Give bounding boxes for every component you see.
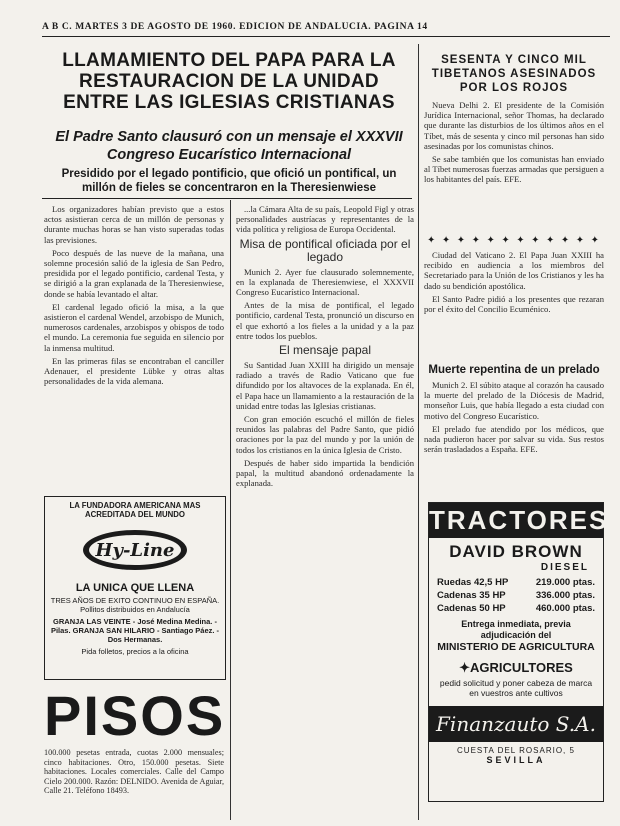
logo-text: Hy-Line [95, 540, 175, 561]
paragraph: El prelado fue atendido por los médicos, que nada pudieron hacer por salvar su vida. Sus restos serán trasladados a España. EFE. [424, 423, 604, 455]
right-headline: SESENTA Y CINCO MIL TIBETANOS ASESINADOS POR LOS ROJOS [431, 54, 597, 94]
paragraph: Munich 2. Ayer fue clausurado solemnemente, en la explanada de Theresienwiese, el XXXVII Congreso Eucarístico Internacional. [236, 266, 414, 298]
pisos-ad-title: PISOS [44, 684, 226, 747]
price-label: Cadenas 50 HP [437, 603, 506, 614]
paragraph: Munich 2. El súbito ataque al corazón ha causado la muerte del prelado de la Diócesis de Madrid, monseñor Luis, que había llegado a esta ciudad con motivo del Congreso Eucarístico. [424, 380, 604, 421]
paragraph: El cardenal legado ofició la misa, a la que asistieron el cardenal Wendel, arzobispo de Munich, numerosos cardenales, arzobispos y obispos de todo el mundo. La ceremonia fue seguida en silencio por la inmensa multitud. [44, 301, 224, 353]
paragraph: Después de haber sido impartida la bendición papal, la multitud abandonó ordenadamente la explanada. [236, 457, 414, 489]
address: CUESTA DEL ROSARIO, 5 [457, 746, 575, 755]
paragraph: Nueva Delhi 2. El presidente de la Comisión Jurídica Internacional, señor Thomas, ha declarado que durante las disturbios de los últimos años en el Tíbet, más de sesenta y cinco mil personas han sido asesinadas por los comunistas chinos. [424, 100, 604, 151]
price-row [437, 576, 595, 589]
price-value: 336.000 ptas. [535, 590, 595, 601]
price-row [437, 589, 595, 602]
article-column-3 [424, 100, 604, 230]
paragraph: Con gran emoción escuchó el millón de fieles reunidos las palabras del Padre Santo, que pidió oraciones por la paz del mundo y por la unión de todos los cristianos en la única Iglesia de Cristo. [236, 414, 414, 455]
tractores-title: TRACTORES [429, 503, 603, 538]
hyline-ad [44, 496, 226, 680]
tractores-ad [428, 502, 609, 802]
ad-body: TRES AÑOS DE EXITO CONTINUO EN ESPAÑA. Pollitos distribuidos en Andalucía [50, 596, 220, 614]
paragraph: Poco después de las nueve de la mañana, una solemne procesión salió de la iglesia de San Pedro, presidida por el legado pontificio, cardenal Testa, y se dirigió a la gran explanada de la Theresienwiese, donde se había levantado el altar. [44, 247, 224, 299]
main-deck: El Padre Santo clausuró con un mensaje el XXXVII Congreso Eucarístico Internacional [55, 129, 403, 163]
agricultores-label: AGRICULTORES [470, 660, 573, 675]
ad-line: LA FUNDADORA AMERICANA MAS ACREDITADA DEL MUNDO [69, 501, 201, 519]
ad-footer: Pida folletos, precios a la oficina [81, 647, 189, 656]
price-row [437, 602, 595, 615]
right-subheading: Muerte repentina de un prelado [428, 364, 600, 376]
article-column-3c [424, 380, 604, 488]
ad-slogan: LA UNICA QUE LLENA [75, 582, 195, 594]
article-column-3b [424, 250, 604, 360]
paragraph: Su Santidad Juan XXIII ha dirigido un mensaje radiado a través de Radio Vaticano que fue difundido por los altavoces de la explanada. En él, el Papa hace un llamamiento a la restauración de la unidad entre todas las Iglesias cristianas. [236, 360, 414, 411]
star-icon: ✦ [459, 660, 471, 675]
ad-dealer: GRANJA LAS VEINTE - José Medina Medina. - Pilas. GRANJA SAN HILARIO - Santiago Páez. - Dos Hermanas. [50, 617, 220, 644]
finanzauto-logo: Finanzauto S.A. [429, 706, 603, 742]
price-list [437, 576, 595, 615]
hyline-logo-icon [80, 527, 190, 573]
article-column-2 [236, 204, 414, 816]
paragraph: 100.000 pesetas entrada, cuotas 2.000 mensuales; cinco habitaciones. Otro, 150.000 pesetas. Siete habitaciones. Locales comerciales. Calle del Campo Cielo 200.000. Razón: DELNIDO. Avenida de Aguiar, Calle 21. Teléfono 18493. [44, 748, 224, 796]
paragraph: Los organizadores habían previsto que a estos actos asistieran cerca de un millón de personas y durante muchas horas se han visto superadas todas las previsiones. [44, 204, 224, 245]
column-divider [230, 200, 231, 820]
star-divider: ✦ ✦ ✦ ✦ ✦ ✦ ✦ ✦ ✦ ✦ ✦ ✦ [426, 235, 602, 246]
price-value: 460.000 ptas. [535, 603, 595, 614]
price-label: Cadenas 35 HP [437, 590, 506, 601]
paragraph: Se sabe también que los comunistas han enviado al Tíbet numerosas fuerzas armadas que persiguen a los habitantes del país. EFE. [424, 154, 604, 185]
headline-rule [42, 198, 412, 199]
paragraph: Antes de la misa de pontifical, el legado pontificio, cardenal Testa, pronunció un discurso en el que exhortó a los fieles a la unidad y a la paz entre todos los pueblos. [236, 300, 414, 341]
main-headline: LLAMAMIENTO DEL PAPA PARA LA RESTAURACION DE LA UNIDAD ENTRE LAS IGLESIAS CRISTIANAS [62, 50, 396, 113]
agri-text: pedid solicitud y poner cabeza de marca en vuestros ante cultivos [439, 678, 593, 698]
entrega-text: Entrega inmediata, previa adjudicación del [461, 619, 571, 640]
column-divider [418, 44, 419, 820]
masthead-line: A B C. MARTES 3 DE AGOSTO DE 1960. EDICION DE ANDALUCIA. PAGINA 14 [42, 22, 428, 32]
agricultores-text [429, 660, 603, 676]
section-heading: El mensaje papal [278, 343, 372, 358]
pisos-ad-text [44, 748, 224, 818]
brand-name: DAVID BROWN [449, 542, 583, 561]
section-heading: Misa de pontifical oficiada por el legado [239, 236, 411, 264]
price-value: 219.000 ptas. [535, 577, 595, 588]
ministerio-text: MINISTERIO DE AGRICULTURA [437, 641, 595, 653]
main-subdeck: Presidido por el legado pontificio, que ofició un pontifical, un millón de fieles se concentraron en la Theresienwiese [61, 168, 397, 194]
top-rule [42, 36, 610, 37]
price-label: Ruedas 42,5 HP [437, 577, 509, 588]
paragraph: En las primeras filas se encontraban el canciller Adenauer, el presidente Lübke y otras altas personalidades de la vida alemana. [44, 355, 224, 387]
article-column-1 [44, 204, 224, 434]
paragraph: El Santo Padre pidió a los presentes que rezaran por el éxito del Concilio Ecuménico. [424, 293, 604, 315]
city: SEVILLA [486, 755, 546, 765]
brand-sub: DIESEL [540, 562, 589, 573]
paragraph: Ciudad del Vaticano 2. El Papa Juan XXIII ha recibido en audiencia a los miembros del Secretariado para la Unión de los Cristianos y les ha dado su bendición apostólica. [424, 250, 604, 291]
paragraph: ...la Cámara Alta de su país, Leopold Figl y otras personalidades austríacas y representantes de la vida política y religiosa de Europa Occidental. [236, 204, 414, 235]
